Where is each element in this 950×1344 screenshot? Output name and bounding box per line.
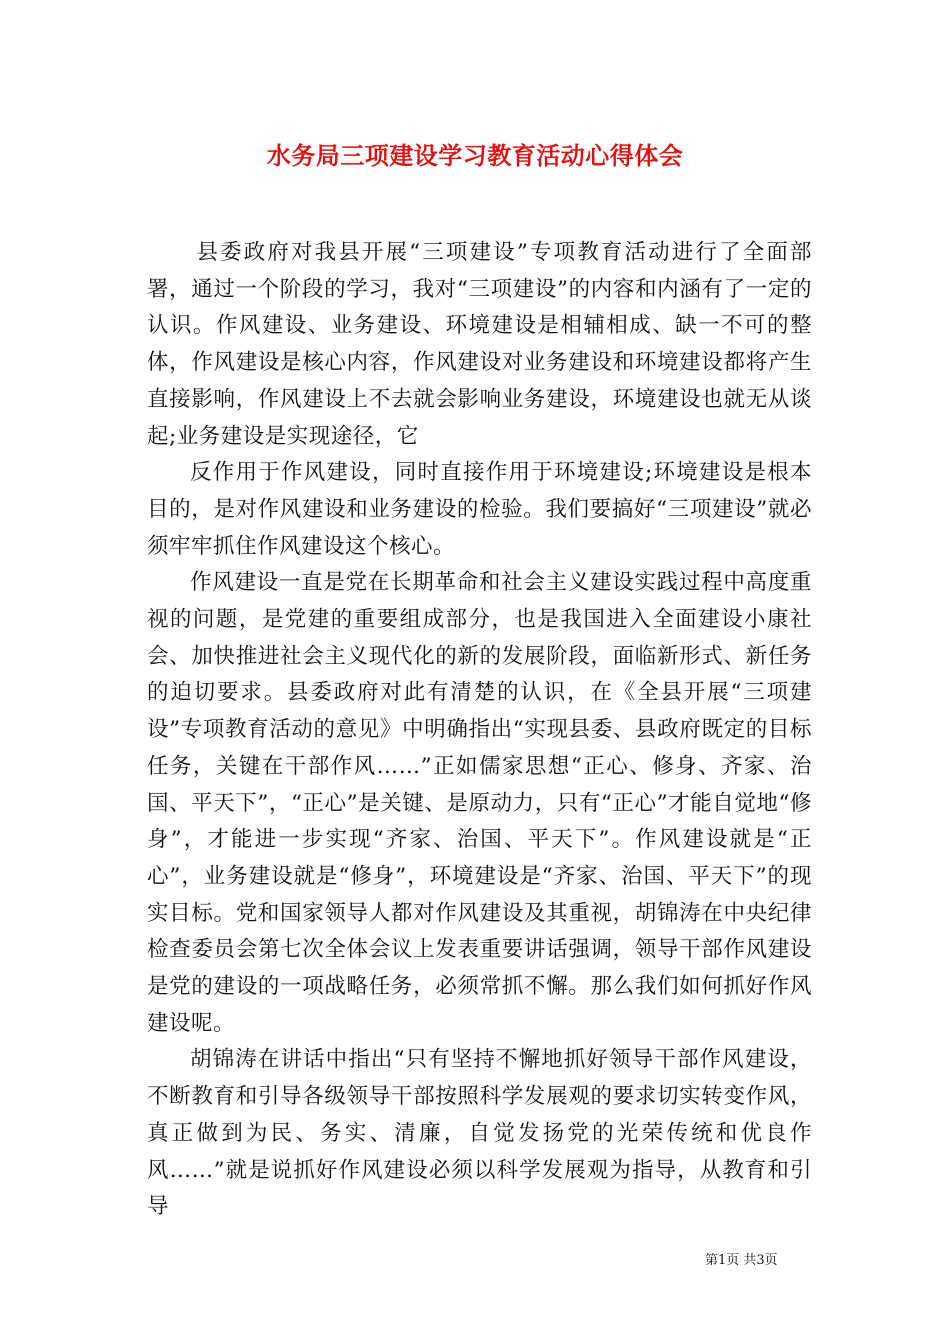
paragraph: 胡锦涛在讲话中指出“只有坚持不懈地抓好领导干部作风建设，不断教育和引导各级领导干部按照科学发展观的要求切实转变作风，真正做到为民、务实、清廉，自觉发扬党的光荣传统和优良作风……”就是说抓好作风建设必须以科学发展观为指导，从教育和引导 [147,1047,812,1220]
document-title: 水务局三项建设学习教育活动心得体会 [266,141,684,170]
paragraph: 县委政府对我县开展“三项建设”专项教育活动进行了全面部署，通过一个阶段的学习，我对“三项建设”的内容和内涵有了一定的认识。作风建设、业务建设、环境建设是相辅相成、缺一不可的整体，作风建设是核心内容，作风建设对业务建设和环境建设都将产生直接影响，作风建设上不去就会影响业务建设，环境建设也就无从谈起;业务建设是实现途径，它 [147,240,812,449]
page-number: 第1页 共3页 [705,1253,778,1268]
paragraph: 反作用于作风建设，同时直接作用于环境建设;环境建设是根本目的，是对作风建设和业务建设的检验。我们要搞好“三项建设”就必须牢牢抓住作风建设这个核心。 [147,460,812,559]
paragraph: 作风建设一直是党在长期革命和社会主义建设实践过程中高度重视的问题，是党建的重要组成部分，也是我国进入全面建设小康社会、加快推进社会主义现代化的新的发展阶段，面临新形式、新任务的迫切要求。县委政府对此有清楚的认识，在《全县开展“三项建设”专项教育活动的意见》中明确指出“实现县委、县政府既定的目标任务，关键在干部作风……”正如儒家思想“正心、修身、齐家、治国、平天下”，“正心”是关键、是原动力，只有“正心”才能自觉地“修身”，才能进一步实现“齐家、治国、平天下”。作风建设就是“正心”，业务建设就是“修身”，环境建设是“齐家、治国、平天下”的现实目标。党和国家领导人都对作风建设及其重视，胡锦涛在中央纪律检查委员会第七次全体会议上发表重要讲话强调，领导干部作风建设是党的建设的一项战略任务，必须常抓不懈。那么我们如何抓好作风建设呢。 [147,570,812,1036]
document-body [147,235,812,1226]
